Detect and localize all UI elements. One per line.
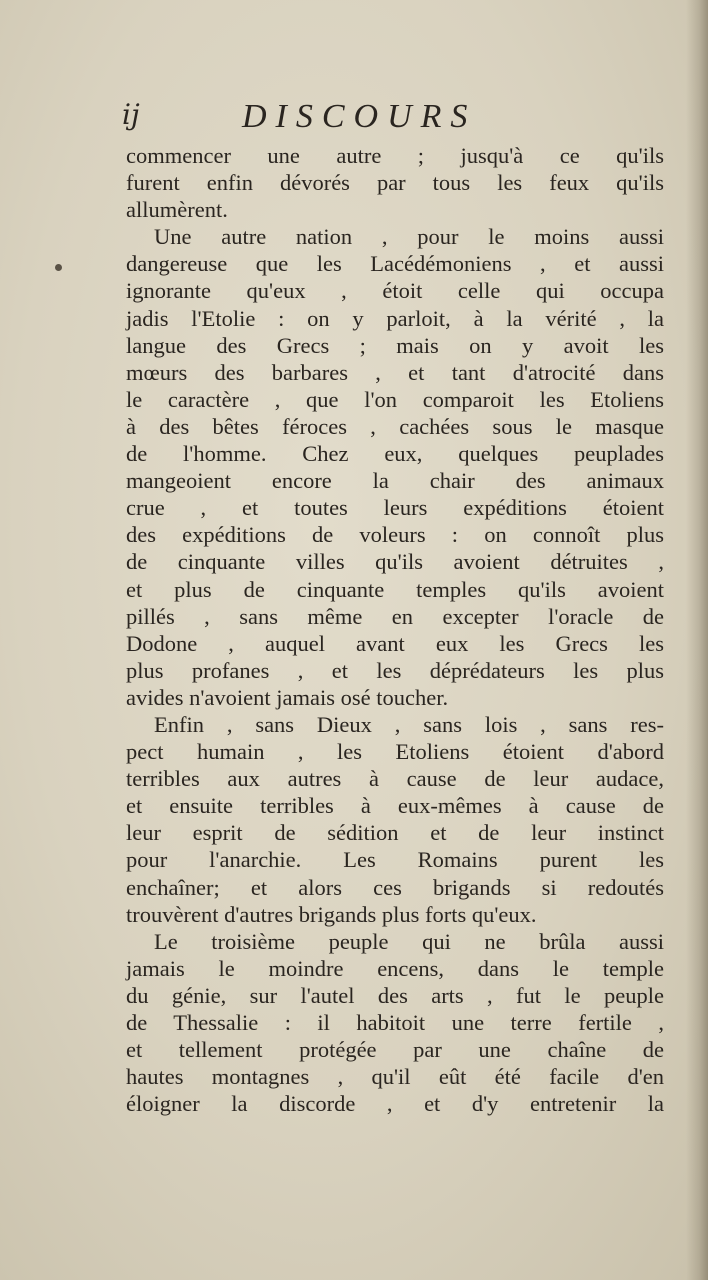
text-line: de Thessalie : il habitoit une terre fertile , — [126, 1010, 664, 1035]
text-line: leur esprit de sédition et de leur instinct — [126, 820, 664, 846]
text-line: plus profanes , et les déprédateurs les plus — [126, 657, 664, 683]
text-line: terribles aux autres à cause de leur audace, — [126, 766, 664, 792]
text-line: mœurs des barbares , et tant d'atrocité dans — [126, 359, 664, 385]
text-line: Le troisième peuple qui ne brûla aussi — [154, 928, 664, 954]
running-title: DISCOURS — [242, 98, 477, 135]
page-edge-shadow — [686, 0, 708, 1280]
text-line: à des bêtes féroces , cachées sous le masque — [126, 413, 664, 439]
text-line: de cinquante villes qu'ils avoient détruites , — [126, 549, 664, 575]
text-line: enchaîner; et alors ces brigands si redoutés — [126, 874, 664, 900]
text-line: de l'homme. Chez eux, quelques peuplades — [126, 441, 664, 467]
text-line: Enfin , sans Dieux , sans lois , sans res- — [154, 711, 664, 737]
folio-number: ij — [122, 98, 140, 131]
text-line: Une autre nation , pour le moins aussi — [154, 224, 664, 250]
ink-spot — [55, 264, 62, 271]
text-line: jamais le moindre encens, dans le temple — [126, 955, 664, 981]
text-line: trouvèrent d'autres brigands plus forts qu'eux. — [126, 901, 537, 927]
body-text — [126, 142, 664, 1117]
text-line: éloigner la discorde , et d'y entretenir la — [126, 1091, 664, 1117]
text-line: dangereuse que les Lacédémoniens , et aussi — [126, 251, 664, 277]
text-line: ignorante qu'eux , étoit celle qui occupa — [126, 278, 664, 304]
text-line: avides n'avoient jamais osé toucher. — [126, 684, 449, 710]
text-line: mangeoient encore la chair des animaux — [126, 468, 664, 494]
text-line: jadis l'Etolie : on y parloit, à la vérité , la — [126, 305, 664, 331]
text-line: hautes montagnes , qu'il eût été facile d'en — [126, 1064, 664, 1090]
text-line: des expéditions de voleurs : on connoît plus — [126, 522, 664, 548]
page-header — [120, 96, 660, 136]
text-line: pect humain , les Etoliens étoient d'abord — [126, 739, 664, 765]
text-line: pour l'anarchie. Les Romains purent les — [126, 847, 664, 873]
text-line: furent enfin dévorés par tous les feux qu'ils — [126, 170, 664, 196]
text-line: langue des Grecs ; mais on y avoit les — [126, 332, 664, 358]
text-line: du génie, sur l'autel des arts , fut le peuple — [126, 982, 664, 1008]
text-line: Dodone , auquel avant eux les Grecs les — [126, 630, 664, 656]
text-line: allumèrent. — [126, 197, 228, 223]
text-line: crue , et toutes leurs expéditions étoient — [126, 495, 664, 521]
text-line: et ensuite terribles à eux-mêmes à cause de — [126, 793, 664, 819]
text-line: pillés , sans même en excepter l'oracle de — [126, 603, 664, 629]
text-line: commencer une autre ; jusqu'à ce qu'ils — [126, 143, 664, 168]
text-line: et tellement protégée par une chaîne de — [126, 1037, 664, 1063]
text-line: et plus de cinquante temples qu'ils avoient — [126, 576, 664, 602]
text-line: le caractère , que l'on comparoit les Etoliens — [126, 386, 664, 412]
